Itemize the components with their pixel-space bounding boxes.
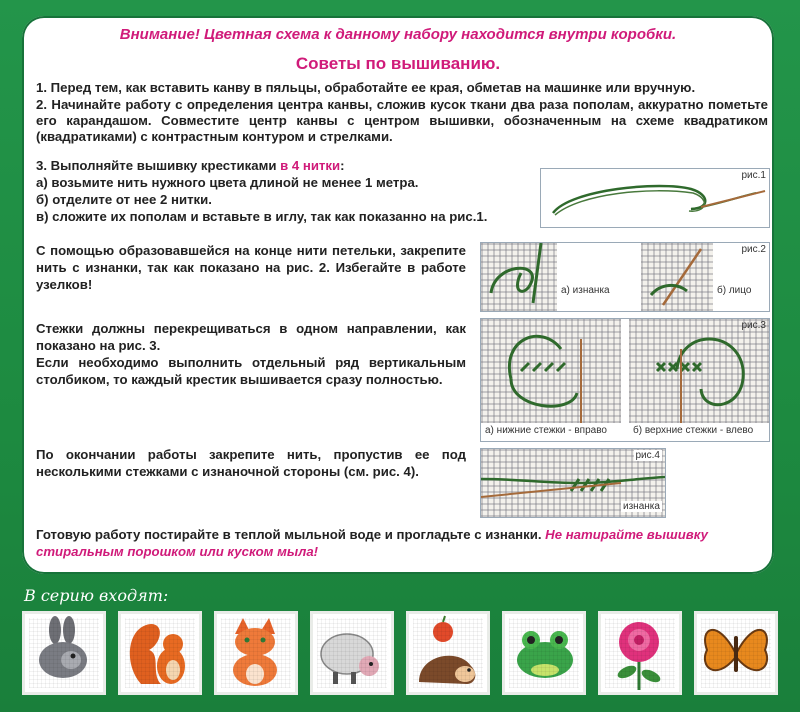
cross-instruction — [36, 320, 466, 388]
cross-instruction-1: Стежки должны перекрещиваться в одном направлении, как показано на рис. 3. — [36, 321, 466, 353]
attention-notice: Внимание! Цветная схема к данному набору находится внутри коробки. — [119, 26, 677, 43]
figure-3-caption-b: б) верхние стежки - влево — [633, 425, 754, 436]
figure-2 — [480, 242, 770, 312]
thumbnail-butterfly — [694, 611, 778, 695]
thumbnail-hedgehog — [406, 611, 490, 695]
thumbnail-frog — [502, 611, 586, 695]
footer-note — [36, 526, 768, 560]
cross-stitch-illustration — [481, 319, 769, 423]
loop-instruction: С помощью образовавшейся на конце нити петельки, закрепите нить с изнанки, так как показано на рис. 2. Избегайте в работе узелков! — [36, 243, 466, 292]
series-thumbnails — [22, 611, 778, 701]
step-3 — [36, 157, 536, 225]
figure-3 — [480, 318, 770, 442]
needle-thread-illustration — [541, 169, 769, 227]
thumbnail-rose — [598, 611, 682, 695]
cross-instruction-2: Если необходимо выполнить отдельный ряд вертикальным столбиком, то каждый крестик вышивается сразу полностью. — [36, 355, 466, 387]
figure-4-label: рис.4 — [635, 450, 660, 461]
figure-2-caption-b: б) лицо — [717, 285, 752, 296]
series-label: В серию входят: — [24, 586, 169, 605]
footer-text: Готовую работу постирайте в теплой мыльной воде и прогладьте с изнанки. — [36, 527, 546, 542]
figure-2-label: рис.2 — [741, 244, 766, 255]
figure-2-caption-a: а) изнанка — [561, 285, 610, 296]
page-title: Советы по вышиванию. — [295, 54, 501, 73]
step-3-highlight: в 4 нитки — [280, 158, 341, 173]
step-2: 2. Начинайте работу с определения центра канвы, сложив кусок ткани два раза пополам, аккуратно пометьте его карандашом. Совместите центр канвы с центром вышивки, обозначенным на схеме квадратиком (квадратиками) с контрастным контуром и стрелками. — [36, 97, 768, 144]
step-3-prefix: 3. Выполняйте вышивку крестиками — [36, 158, 281, 173]
instruction-card — [22, 16, 774, 574]
figure-4-caption: изнанка — [623, 501, 660, 512]
thumbnail-kitten — [214, 611, 298, 695]
figure-1-label: рис.1 — [741, 170, 766, 181]
thumbnail-sheep — [310, 611, 394, 695]
finish-instruction: По окончании работы закрепите нить, пропустив ее под несколькими стежками с изнаночной стороны (см. рис. 4). — [36, 447, 466, 479]
figure-4 — [480, 448, 666, 518]
step-1: 1. Перед тем, как вставить канву в пяльцы, обработайте ее края, обметав на машинке или вручную. — [36, 80, 696, 95]
step-3-a: а) возьмите нить нужного цвета длиной не менее 1 метра. — [36, 175, 419, 190]
step-3-c: в) сложите их пополам и вставьте в иглу, так как показанно на рис.1. — [36, 209, 488, 224]
step-3-b: б) отделите от нее 2 нитки. — [36, 192, 212, 207]
thumbnail-bunny — [22, 611, 106, 695]
thread-loop-illustration — [481, 243, 769, 311]
step-3-suffix: : — [340, 158, 345, 173]
figure-1 — [540, 168, 770, 228]
figure-3-label: рис.3 — [741, 320, 766, 331]
thumbnail-squirrel — [118, 611, 202, 695]
footer-warning: Не натирайте вышивку стиральным порошком или куском мыла! — [36, 527, 708, 559]
figure-3-caption-a: а) нижние стежки - вправо — [485, 425, 607, 436]
